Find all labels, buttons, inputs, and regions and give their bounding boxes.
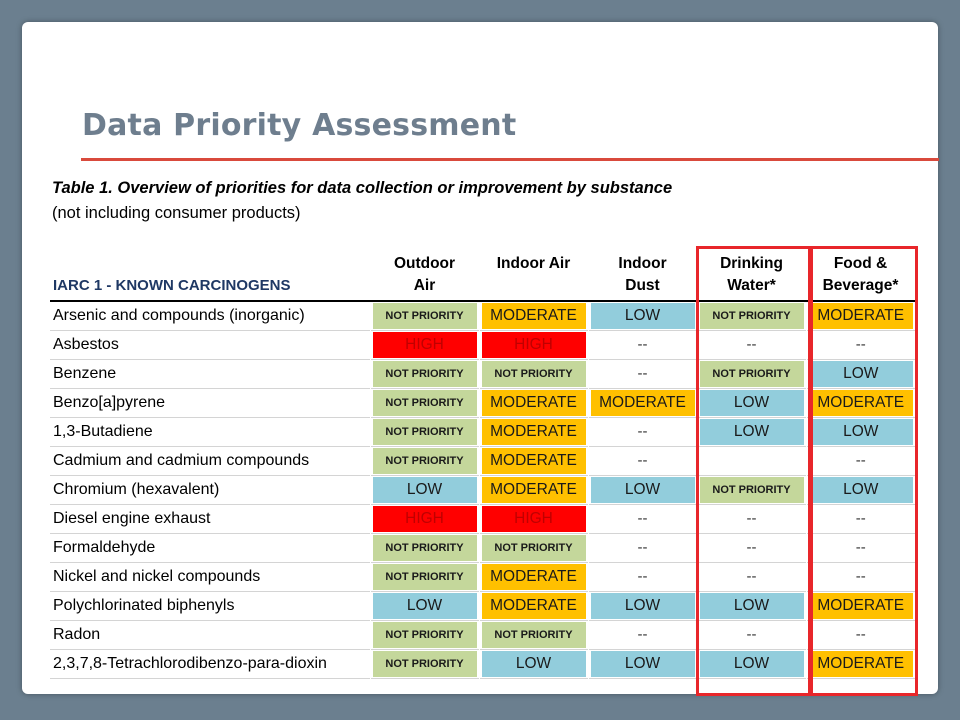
priority-level: --: [855, 568, 866, 585]
priority-level: MODERATE: [482, 477, 586, 503]
priority-cell: [479, 389, 588, 418]
table-row: [50, 505, 915, 534]
priority-cell: [479, 505, 588, 534]
table-row: [50, 476, 915, 505]
table-row: [50, 389, 915, 418]
priority-cell: [588, 650, 697, 679]
table-header-row: [50, 246, 915, 301]
priority-level: MODERATE: [809, 593, 914, 619]
priority-level: [700, 448, 804, 474]
priority-level: NOT PRIORITY: [373, 564, 477, 590]
priority-level: LOW: [373, 593, 477, 619]
priority-level: HIGH: [482, 506, 586, 532]
priority-cell: [479, 476, 588, 505]
substance-column-header: IARC 1 - KNOWN CARCINOGENS: [53, 277, 291, 294]
priority-cell: [588, 418, 697, 447]
priority-cell: [370, 592, 479, 621]
priority-cell: [370, 389, 479, 418]
priority-cell: [588, 331, 697, 360]
column-header-line2: Water*: [727, 277, 776, 294]
priority-level: --: [855, 452, 866, 469]
slide-title: Data Priority Assessment: [82, 108, 517, 143]
priority-level: MODERATE: [809, 651, 914, 677]
priority-cell: [588, 592, 697, 621]
priority-cell: [370, 476, 479, 505]
priority-level: --: [855, 510, 866, 527]
priority-level: LOW: [700, 419, 804, 445]
priority-level: MODERATE: [482, 303, 586, 329]
priority-level: LOW: [809, 361, 914, 387]
priority-level: --: [746, 539, 757, 556]
priority-level: NOT PRIORITY: [700, 361, 804, 387]
priority-cell: [479, 592, 588, 621]
priority-cell: [806, 389, 915, 418]
column-header-indoor-air: [479, 246, 588, 301]
priority-level: --: [637, 336, 648, 353]
priority-level: --: [637, 626, 648, 643]
table-row: [50, 418, 915, 447]
column-header-line1: Indoor: [618, 255, 667, 272]
priority-level: LOW: [700, 651, 804, 677]
priority-level: --: [855, 336, 866, 353]
priority-level: MODERATE: [482, 419, 586, 445]
priority-cell: [370, 534, 479, 563]
priority-level: --: [746, 336, 757, 353]
priority-cell: [697, 563, 806, 592]
priority-table: [50, 246, 915, 679]
priority-cell: [370, 563, 479, 592]
priority-level: LOW: [591, 651, 695, 677]
priority-cell: [697, 505, 806, 534]
column-header-line1: Outdoor: [393, 255, 456, 272]
column-header-line1: Indoor Air: [496, 255, 571, 272]
priority-cell: [806, 476, 915, 505]
table-row: [50, 331, 915, 360]
priority-level: LOW: [700, 593, 804, 619]
table-row: [50, 592, 915, 621]
priority-level: LOW: [373, 477, 477, 503]
priority-cell: [806, 650, 915, 679]
substance-name: Benzo[a]pyrene: [53, 394, 166, 411]
table-row: [50, 563, 915, 592]
priority-cell: [806, 418, 915, 447]
priority-cell: [370, 621, 479, 650]
table-row: [50, 360, 915, 389]
substance-name: Polychlorinated biphenyls: [53, 597, 235, 614]
priority-cell: [479, 360, 588, 389]
priority-cell: [806, 447, 915, 476]
priority-cell: [588, 389, 697, 418]
column-header-food-beverage: [806, 246, 915, 301]
priority-level: NOT PRIORITY: [373, 419, 477, 445]
priority-level: MODERATE: [482, 390, 586, 416]
priority-level: --: [637, 365, 648, 382]
column-header-line2: Air: [413, 277, 436, 294]
priority-cell: [806, 563, 915, 592]
priority-level: MODERATE: [809, 303, 914, 329]
priority-level: LOW: [591, 593, 695, 619]
priority-cell: [370, 331, 479, 360]
priority-cell: [479, 621, 588, 650]
priority-level: NOT PRIORITY: [700, 303, 804, 329]
slide: [22, 22, 938, 694]
title-rule: [81, 158, 939, 161]
priority-cell: [588, 563, 697, 592]
priority-cell: [806, 301, 915, 331]
substance-name: 2,3,7,8-Tetrachlorodibenzo-para-dioxin: [53, 655, 327, 672]
priority-cell: [806, 534, 915, 563]
table-body: [50, 301, 915, 679]
priority-cell: [479, 301, 588, 331]
priority-cell: [479, 418, 588, 447]
substance-name: Diesel engine exhaust: [53, 510, 211, 527]
priority-level: MODERATE: [482, 564, 586, 590]
priority-cell: [479, 563, 588, 592]
priority-cell: [370, 447, 479, 476]
priority-level: NOT PRIORITY: [373, 390, 477, 416]
priority-cell: [479, 534, 588, 563]
priority-level: LOW: [591, 303, 695, 329]
priority-cell: [588, 505, 697, 534]
priority-cell: [697, 389, 806, 418]
substance-name: Asbestos: [53, 336, 119, 353]
substance-name: Nickel and nickel compounds: [53, 568, 261, 585]
priority-cell: [697, 360, 806, 389]
priority-level: LOW: [482, 651, 586, 677]
priority-level: MODERATE: [482, 593, 586, 619]
table-row: [50, 301, 915, 331]
priority-level: NOT PRIORITY: [482, 622, 586, 648]
priority-level: NOT PRIORITY: [373, 303, 477, 329]
priority-cell: [806, 621, 915, 650]
priority-level: MODERATE: [809, 390, 914, 416]
column-header-indoor-dust: [588, 246, 697, 301]
priority-cell: [806, 592, 915, 621]
priority-level: --: [855, 626, 866, 643]
priority-cell: [697, 592, 806, 621]
priority-level: --: [637, 539, 648, 556]
priority-cell: [370, 301, 479, 331]
substance-name: Benzene: [53, 365, 117, 382]
priority-level: --: [637, 452, 648, 469]
priority-cell: [588, 447, 697, 476]
substance-name: Chromium (hexavalent): [53, 481, 220, 498]
priority-cell: [806, 505, 915, 534]
substance-name: Arsenic and compounds (inorganic): [53, 307, 305, 324]
substance-name: Radon: [53, 626, 101, 643]
priority-cell: [697, 476, 806, 505]
priority-cell: [806, 331, 915, 360]
priority-level: --: [637, 510, 648, 527]
priority-level: NOT PRIORITY: [373, 448, 477, 474]
priority-cell: [588, 301, 697, 331]
priority-level: LOW: [809, 477, 914, 503]
table-caption: [52, 176, 912, 226]
priority-table-wrap: [50, 246, 915, 679]
priority-cell: [806, 360, 915, 389]
priority-level: --: [637, 423, 648, 440]
substance-name: 1,3-Butadiene: [53, 423, 153, 440]
priority-level: LOW: [700, 390, 804, 416]
priority-level: --: [746, 510, 757, 527]
priority-level: HIGH: [373, 506, 477, 532]
table-row: [50, 534, 915, 563]
priority-level: --: [746, 626, 757, 643]
column-header-drinking-water: [697, 246, 806, 301]
column-header-line2: [479, 275, 588, 297]
priority-level: --: [746, 568, 757, 585]
priority-cell: [370, 418, 479, 447]
substance-name: Cadmium and cadmium compounds: [53, 452, 310, 469]
priority-level: NOT PRIORITY: [373, 651, 477, 677]
priority-cell: [588, 621, 697, 650]
table-row: [50, 447, 915, 476]
priority-cell: [479, 447, 588, 476]
column-header-outdoor-air: [370, 246, 479, 301]
caption-line-2: (not including consumer products): [52, 204, 301, 222]
priority-level: NOT PRIORITY: [373, 535, 477, 561]
table-row: [50, 650, 915, 679]
priority-level: MODERATE: [482, 448, 586, 474]
priority-cell: [588, 476, 697, 505]
priority-cell: [479, 650, 588, 679]
priority-cell: [588, 360, 697, 389]
column-header-line1: Drinking: [720, 255, 783, 272]
priority-cell: [370, 650, 479, 679]
priority-cell: [697, 447, 806, 476]
caption-line-1: Table 1. Overview of priorities for data collection or improvement by substance: [52, 179, 673, 197]
priority-cell: [370, 505, 479, 534]
priority-cell: [697, 418, 806, 447]
priority-cell: [697, 621, 806, 650]
priority-level: NOT PRIORITY: [700, 477, 804, 503]
substance-name: Formaldehyde: [53, 539, 156, 556]
priority-level: LOW: [809, 419, 914, 445]
priority-cell: [697, 534, 806, 563]
priority-level: LOW: [591, 477, 695, 503]
priority-level: --: [855, 539, 866, 556]
priority-cell: [479, 331, 588, 360]
priority-level: NOT PRIORITY: [373, 361, 477, 387]
priority-level: NOT PRIORITY: [482, 535, 586, 561]
priority-cell: [370, 360, 479, 389]
priority-level: HIGH: [373, 332, 477, 358]
priority-level: NOT PRIORITY: [482, 361, 586, 387]
priority-level: HIGH: [482, 332, 586, 358]
column-header-line1: Food &: [833, 255, 888, 272]
column-header-line2: Beverage*: [822, 277, 899, 294]
priority-cell: [697, 331, 806, 360]
priority-cell: [697, 650, 806, 679]
column-header-line2: Dust: [625, 277, 660, 294]
priority-cell: [697, 301, 806, 331]
priority-level: MODERATE: [591, 390, 695, 416]
priority-level: NOT PRIORITY: [373, 622, 477, 648]
table-row: [50, 621, 915, 650]
priority-level: --: [637, 568, 648, 585]
priority-cell: [588, 534, 697, 563]
